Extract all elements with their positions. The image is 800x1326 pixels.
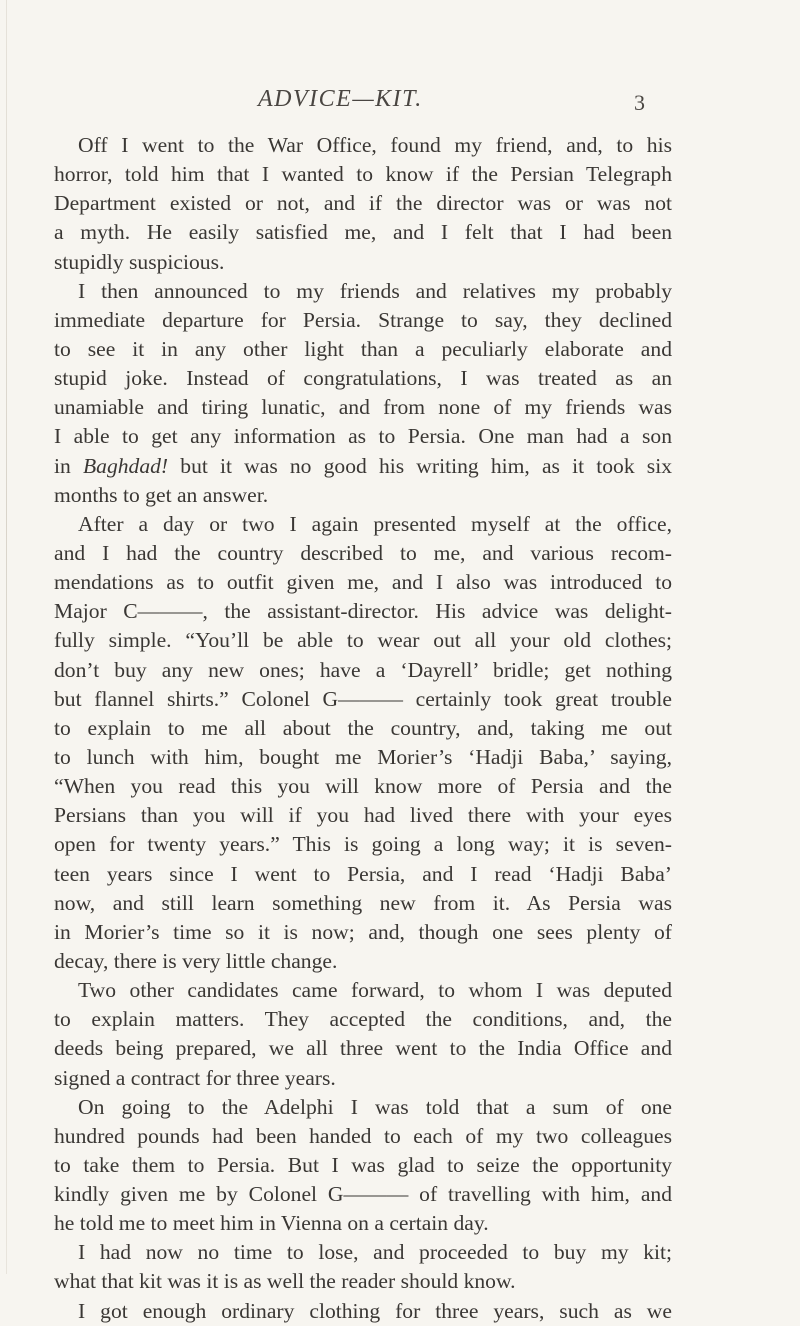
text-line: to lunch with him, bought me Morier’s ‘Hadji Baba,’ saying, (54, 744, 672, 769)
text-line: Persians than you will if you had lived there with your eyes (54, 803, 672, 828)
text-line: I had now no time to lose, and proceeded to buy my kit; (78, 1240, 672, 1265)
italic-place-name: Baghdad! (82, 453, 169, 478)
text-line: “When you read this you will know more of Persia and the (54, 774, 672, 799)
page-number: 3 (634, 90, 645, 115)
text-line-prefix: in (54, 453, 83, 478)
text-line: a myth. He easily satisfied me, and I felt that I had been (54, 220, 672, 245)
text-line: deeds being prepared, we all three went to the India Office and (54, 1036, 672, 1061)
text-line: horror, told him that I wanted to know if the Persian Telegraph (54, 162, 672, 187)
text-line: decay, there is very little change. (54, 948, 338, 973)
text-line: Major C———, the assistant-director. His advice was delight- (54, 599, 672, 624)
text-line: teen years since I went to Persia, and I read ‘Hadji Baba’ (54, 861, 672, 886)
text-line: On going to the Adelphi I was told that a sum of one (78, 1094, 672, 1119)
text-line: don’t buy any new ones; have a ‘Dayrell’ bridle; get nothing (54, 657, 672, 682)
text-line: to explain to me all about the country, and, taking me out (54, 715, 672, 740)
text-line: immediate departure for Persia. Strange to say, they declined (54, 307, 672, 332)
text-line: unamiable and tiring lunatic, and from none of my friends was (54, 395, 672, 420)
text-line: stupidly suspicious. (54, 249, 225, 274)
text-line (54, 452, 672, 481)
text-line: I got enough ordinary clothing for three years, such as we (78, 1298, 672, 1323)
text-line: but flannel shirts.” Colonel G——— certainly took great trouble (54, 686, 672, 711)
text-line: I then announced to my friends and relatives my probably (78, 278, 672, 303)
page-gutter-shadow (6, 0, 7, 1274)
text-line-rest: but it was no good his writing him, as it took six (168, 453, 672, 478)
text-line: After a day or two I again presented myself at the office, (78, 511, 672, 536)
text-line: in Morier’s time so it is now; and, though one sees plenty of (54, 919, 672, 944)
text-line: kindly given me by Colonel G——— of travelling with him, and (54, 1182, 672, 1207)
running-head: ADVICE—KIT. (258, 86, 423, 112)
text-line: and I had the country described to me, and various recom- (54, 540, 672, 565)
text-line: signed a contract for three years. (54, 1065, 336, 1090)
text-line: he told me to meet him in Vienna on a certain day. (54, 1211, 489, 1236)
text-line: open for twenty years.” This is going a long way; it is seven- (54, 832, 672, 857)
text-line: Two other candidates came forward, to whom I was deputed (78, 978, 672, 1003)
text-line: months to get an answer. (54, 482, 269, 507)
text-line: hundred pounds had been handed to each of my two colleagues (54, 1123, 672, 1148)
text-line: fully simple. “You’ll be able to wear out all your old clothes; (54, 628, 672, 653)
text-line: mendations as to outfit given me, and I also was introduced to (54, 570, 672, 595)
text-line: Department existed or not, and if the director was or was not (54, 191, 672, 216)
text-line: what that kit was it is as well the reader should know. (54, 1269, 516, 1294)
text-line: I able to get any information as to Persia. One man had a son (54, 424, 672, 449)
text-line: now, and still learn something new from it. As Persia was (54, 890, 672, 915)
text-line: to take them to Persia. But I was glad to seize the opportunity (54, 1152, 672, 1177)
text-line: stupid joke. Instead of congratulations, I was treated as an (54, 366, 672, 391)
text-line: Off I went to the War Office, found my friend, and, to his (78, 133, 672, 157)
text-line: to see it in any other light than a peculiarly elaborate and (54, 336, 672, 361)
text-line: to explain matters. They accepted the conditions, and, the (54, 1007, 672, 1032)
body-text (54, 131, 672, 1326)
